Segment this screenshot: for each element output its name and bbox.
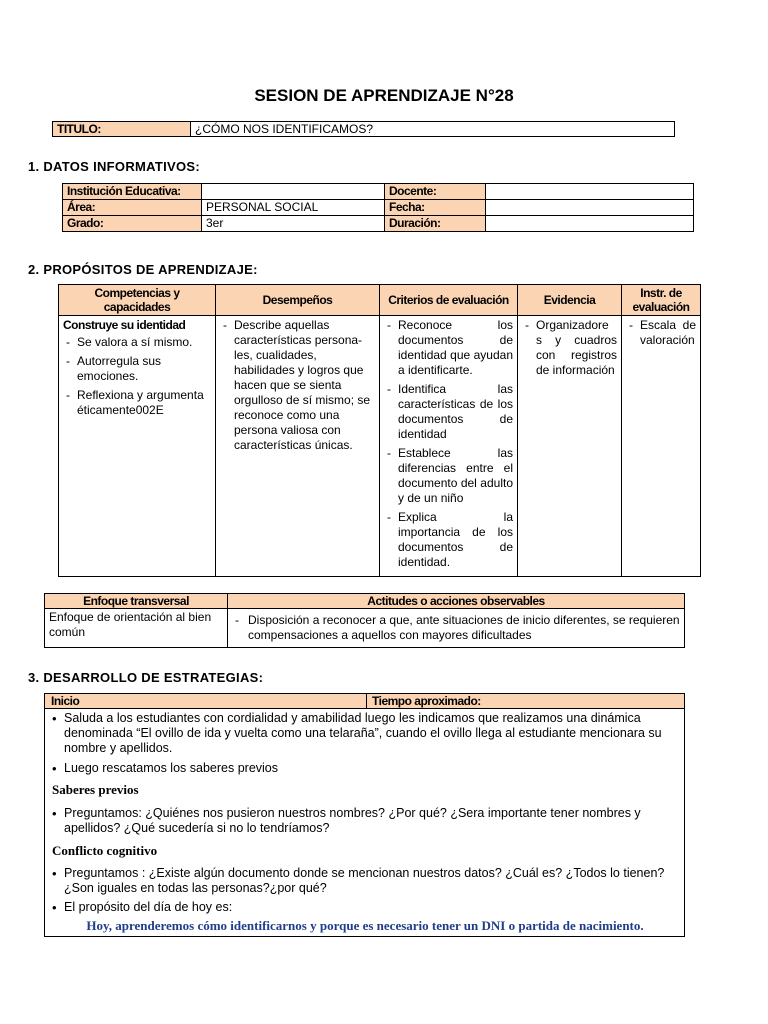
criterio-item: - Explica la importancia de los documentos de identidad. (384, 510, 513, 570)
evidencia-cell (518, 316, 622, 577)
propositos-heading: 2. PROPÓSITOS DE APRENDIZAJE: (28, 262, 258, 277)
competencia-title: Construye su identidad (63, 318, 186, 332)
desempeno-item: - Describe aquellas características persona-les, cualidades, habilidades y logros que hacen que se sienta orgulloso de sí mismo; se reconoce como una persona valiosa con características únicas. (220, 318, 375, 453)
capacidad-item: - Se valora a sí mismo. (63, 335, 211, 350)
desarrollo-heading: 3. DESARROLLO DE ESTRATEGIAS: (28, 670, 264, 685)
area-value: PERSONAL SOCIAL (202, 200, 385, 216)
header-enfoque: Enfoque transversal (45, 594, 228, 609)
evidencia-item: - Organizadore s y cuadros con registros de información (522, 318, 617, 378)
header-instrumento: Instr. de evaluación (622, 285, 701, 316)
docente-label: Docente: (385, 184, 486, 200)
criterio-item: - Reconoce los documentos de identidad que ayudan a identificarte. (384, 318, 513, 378)
propositos-table (58, 284, 701, 577)
titulo-table (52, 121, 675, 137)
duracion-value (486, 216, 694, 232)
page-title: SESION DE APRENDIZAJE N°28 (254, 86, 514, 105)
criterio-item: - Identifica las características de los documentos de identidad (384, 382, 513, 442)
docente-value (486, 184, 694, 200)
header-competencias: Competencias y capacidades (59, 285, 216, 316)
bullet-item: • Saluda a los estudiantes con cordialidad y amabilidad luego les indicamos que realizamos una dinámica denominada “El ovillo de ida y vuelta como una telaraña”, cuando el ovillo llega al estudiante mencionara su nombre y apellidos. (52, 711, 678, 756)
inicio-label: Inicio (45, 694, 367, 709)
saberes-heading: Saberes previos (52, 782, 139, 797)
datos-heading: 1. DATOS INFORMATIVOS: (28, 159, 200, 174)
actitud-item: - Disposición a reconocer a que, ante situaciones de inicio diferentes, se requieren compensaciones a aquellos con mayores dificultades (232, 613, 680, 643)
desempeno-cell (216, 316, 380, 577)
criterio-item: - Establece las diferencias entre el documento del adulto y de un niño (384, 446, 513, 506)
enfoque-table (44, 593, 685, 648)
bullet-item: • Preguntamos: ¿Quiénes nos pusieron nuestros nombres? ¿Por qué? ¿Sera importante tener nombres y apellidos? ¿Qué sucedería si no lo tendríamos? (52, 806, 678, 836)
duracion-label: Duración: (385, 216, 486, 232)
header-actitudes: Actitudes o acciones observables (228, 594, 685, 609)
fecha-value (486, 200, 694, 216)
instrumento-cell (622, 316, 701, 577)
conflicto-heading: Conflicto cognitivo (52, 843, 158, 858)
datos-table (62, 183, 694, 232)
header-criterios: Criterios de evaluación (380, 285, 518, 316)
criterios-cell (380, 316, 518, 577)
institucion-value (202, 184, 385, 200)
fecha-label: Fecha: (385, 200, 486, 216)
proposito-text: Hoy, aprenderemos cómo identificarnos y porque es necesario tener un DNI o partida de nacimiento. (86, 918, 644, 933)
enfoque-value: Enfoque de orientación al bien común (45, 609, 228, 648)
institucion-label: Institución Educativa: (63, 184, 202, 200)
actitud-cell (228, 609, 685, 648)
capacidad-item: - Autorregula sus emociones. (63, 354, 211, 384)
bullet-item: • El propósito del día de hoy es: (52, 900, 678, 915)
tiempo-label: Tiempo aproximado: (367, 694, 685, 709)
capacidad-item: - Reflexiona y argumenta éticamente002E (63, 388, 211, 418)
titulo-label: TITULO: (53, 122, 191, 137)
area-label: Área: (63, 200, 202, 216)
bullet-item: • Luego rescatamos los saberes previos (52, 761, 678, 776)
inicio-content (45, 709, 685, 937)
header-evidencia: Evidencia (518, 285, 622, 316)
grado-value: 3er (202, 216, 385, 232)
header-desempenos: Desempeños (216, 285, 380, 316)
titulo-value: ¿CÓMO NOS IDENTIFICAMOS? (191, 122, 675, 137)
desarrollo-table (44, 693, 685, 937)
instrumento-item: - Escala de valoración (626, 318, 696, 348)
bullet-item: • Preguntamos : ¿Existe algún documento donde se mencionan nuestros datos? ¿Cuál es? ¿Todos lo tienen? ¿Son iguales en todas las personas?¿por qué? (52, 866, 678, 896)
grado-label: Grado: (63, 216, 202, 232)
competencias-cell (59, 316, 216, 577)
